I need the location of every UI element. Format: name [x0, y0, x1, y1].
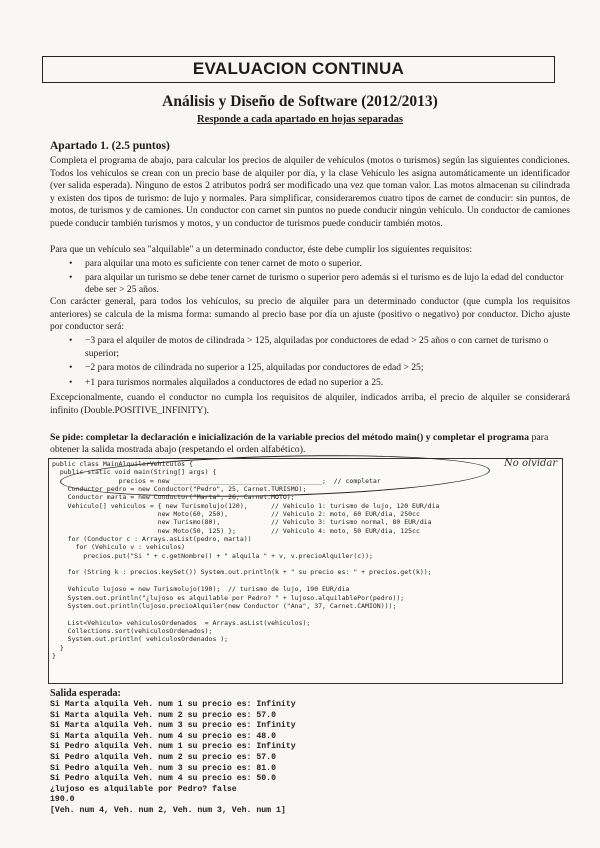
output-line: Si Pedro alquila Veh. num 1 su precio es: Infinity: [50, 742, 296, 752]
code-line: System.out.println( vehiculosOrdenados );: [52, 635, 229, 644]
instructions-subtitle: Responde a cada apartado en hojas separadas: [197, 114, 403, 125]
output-line: 190.0: [50, 795, 75, 805]
output-line: [Veh. num 4, Veh. num 2, Veh. num 3, Veh. num 1]: [50, 805, 286, 815]
exam-banner: EVALUACION CONTINUA: [42, 56, 555, 83]
adjustment-item: • −2 para motos de cilindrada no superior a 125, alquiladas por conductores de edad > 25;: [65, 362, 565, 375]
statement-paragraph-3: Con carácter general, para todos los vehículos, su precio de alquiler para un determinado conductor (que cumpla los requisitos anteriores) se calcula de la misma forma: sumando al precio base por día un ajuste (positivo o negativo) por conductor. Dicho ajuste por conductor será:: [50, 296, 570, 333]
requirement-item: • para alquilar una moto es suficiente con tener carnet de moto o superior.: [65, 258, 565, 271]
code-line: }: [52, 651, 56, 660]
apartado-heading: Apartado 1. (2.5 puntos): [50, 140, 170, 152]
output-line: Si Marta alquila Veh. num 3 su precio es: Infinity: [50, 721, 296, 731]
code-line: new Moto(60, 250), // Vehiculo 2: moto, 60 EUR/dia, 250cc: [52, 510, 420, 519]
code-line: Collections.sort(vehiculosOrdenados);: [52, 626, 213, 635]
requirements-list: [65, 258, 565, 298]
output-line: Si Marta alquila Veh. num 2 su precio es: 57.0: [50, 710, 277, 720]
code-line: public static void main(String[] args) {: [52, 468, 217, 477]
requirement-item: • para alquilar un turismo se debe tener carnet de turismo o superior pero además si el turismo es de lujo la edad del conductor debe ser > 25 años.: [65, 272, 565, 297]
code-line: precios.put("Si " + c.getNombre() + " alquila " + v, v.precioAlquiler(c));: [52, 551, 373, 560]
code-line: [52, 577, 439, 585]
handwritten-note: No olvidar: [504, 458, 558, 469]
output-line: Si Pedro alquila Veh. num 2 su precio es: 57.0: [50, 752, 277, 762]
course-title: Análisis y Diseño de Software (2012/2013): [162, 93, 438, 110]
code-line: Conductor pedro = new Conductor("Pedro", 25, Carnet.TURISMO);: [52, 485, 307, 494]
code-line: precios = new ______________________________________; // completar: [52, 476, 381, 485]
code-line: Vehiculo[] vehiculos = { new Turismolujo(120), // Vehiculo 1: turismo de lujo, 120 EUR/dia: [52, 501, 440, 510]
output-line: Si Pedro alquila Veh. num 4 su precio es: 50.0: [50, 774, 277, 784]
code-line: new Turismo(80), // Vehiculo 3: turismo normal, 80 EUR/dia: [52, 518, 432, 527]
output-line: Si Marta alquila Veh. num 4 su precio es: 48.0: [50, 731, 277, 741]
code-line: System.out.println("¿lujoso es alquilable por Pedro? " + lujoso.alquilablePor(pedro));: [52, 593, 405, 602]
code-line: public class MainAlquilerVehiculos {: [52, 460, 193, 468]
output-line: Si Pedro alquila Veh. num 3 su precio es: 81.0: [50, 763, 277, 773]
code-line: [52, 560, 439, 568]
code-line: List<Vehiculo> vehiculosOrdenados = Arrays.asList(vehiculos);: [52, 618, 311, 627]
adjustments-list: [65, 335, 565, 391]
statement-paragraph-1: Completa el programa de abajo, para calcular los precios de alquiler de vehículos (motos o turismos) según las siguientes condiciones. Todos los vehículos se crean con un precio base de alquiler por día, y la clase Vehículo les asigna automáticamente un identificador (ver salida esperada). Ninguno de estos 2 atributos podrá ser modificado una vez que toman valor. Las motos almacenan su cilindrada y existen dos tipos de turismo: de lujo y normales. Para simplificar, consideraremos cuatro tipos de carnet de conducir: sin puntos, de motos, de turismos y de camiones. Un conductor con carnet sin puntos no puede conducir ningún vehículo. Un conductor de camiones puede conducir también turismos y motos, y un conductor de turismos puede conducir también motos.: [50, 155, 570, 229]
code-line: Vehiculo lujoso = new Turismolujo(190); // turismo de lujo, 190 EUR/dia: [52, 585, 350, 594]
expected-output-heading: Salida esperada:: [50, 688, 121, 699]
code-line: for (Vehiculo v : vehiculos): [52, 543, 186, 552]
code-line: for (String k : precios.keySet()) System.out.println(k + " su precio es: " + precios.get(k));: [52, 568, 432, 577]
code-line: System.out.println(lujoso.precioAlquiler(new Conductor ("Ana", 37, Carnet.CAMION)));: [52, 601, 397, 610]
statement-paragraph-2: Para que un vehículo sea "alquilable" a un determinado conductor, éste debe cumplir los siguientes requisitos:: [50, 244, 472, 255]
expected-output: [50, 700, 296, 817]
code-line: }: [52, 643, 64, 652]
output-line: ¿lujoso es alquilable por Pedro? false: [50, 784, 237, 794]
task-statement-bold: Se pide: completar la declaración e inicialización de la variable precios del método main() y completar el programa: [50, 432, 529, 443]
task-statement: [50, 432, 570, 457]
task-statement-rest: para obtener la salida mostrada abajo (respetando el orden alfabético).: [50, 432, 549, 456]
code-line: for (Conductor c : Arrays.asList(pedro, marta)): [52, 535, 252, 544]
adjustment-item: • +1 para turismos normales alquilados a conductores de edad no superior a 25.: [65, 377, 565, 390]
code-line: new Moto(50, 125) }; // Vehiculo 4: moto, 50 EUR/dia, 125cc: [52, 526, 420, 535]
adjustment-item: • −3 para el alquiler de motos de cilindrada > 125, alquiladas por conductores de edad > 25 años o con carnet de turismo o superior;: [65, 335, 565, 360]
code-line: [52, 610, 439, 618]
output-line: Si Marta alquila Veh. num 1 su precio es: Infinity: [50, 700, 296, 709]
code-line: Conductor marta = new Conductor("Marta", 26, Carnet.MOTO);: [52, 493, 295, 502]
statement-paragraph-4: Excepcionalmente, cuando el conductor no cumpla los requisitos de alquiler, indicados arriba, el precio de alquiler se considerará infinito (Double.POSITIVE_INFINITY).: [50, 392, 570, 416]
